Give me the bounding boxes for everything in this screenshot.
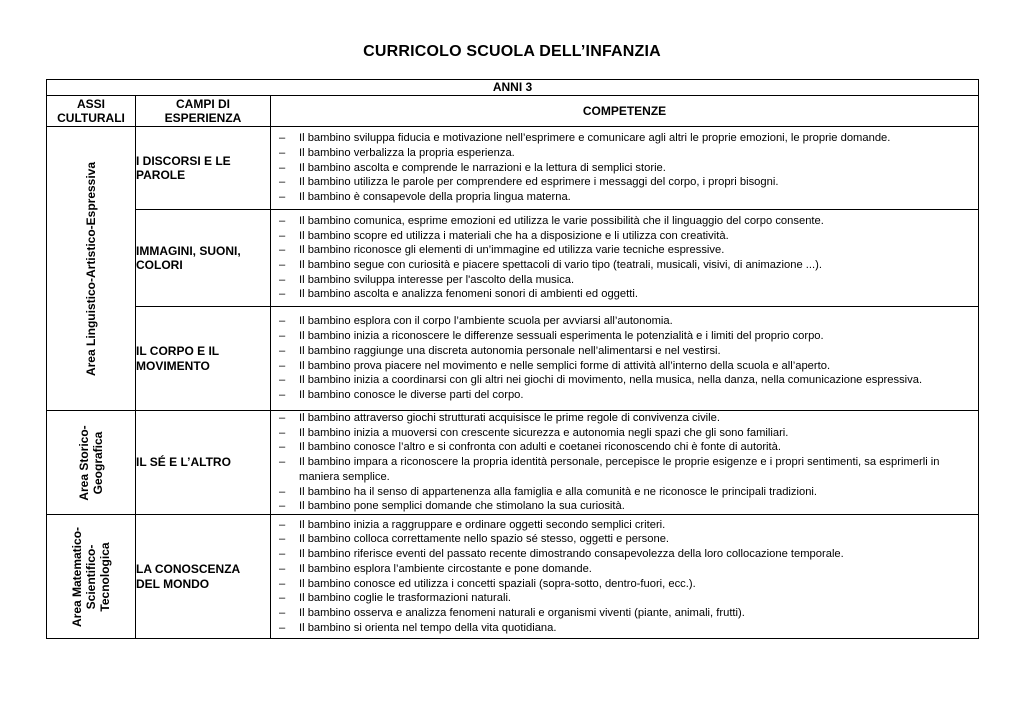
list-item: – Il bambino inizia a riconoscere le differenze sessuali esperimenta le potenzialità e i limiti del proprio corpo. — [271, 329, 978, 344]
list-item: – Il bambino sviluppa interesse per l'ascolto della musica. — [271, 273, 978, 288]
table-row — [47, 411, 979, 515]
list-item: – Il bambino osserva e analizza fenomeni naturali e organismi viventi (piante, animali, frutti). — [271, 606, 978, 621]
campo-line: I DISCORSI E LE — [136, 153, 231, 168]
list-item: – Il bambino raggiunge una discreta autonomia personale nell’alimentarsi e nel vestirsi. — [271, 344, 978, 359]
list-item: – Il bambino riferisce eventi del passato recente dimostrando consapevolezza della loro collocazione temporale. — [271, 547, 978, 562]
campo-line: DEL MONDO — [136, 576, 210, 591]
area-label-line: Scientifico- — [84, 544, 98, 609]
campo-cell — [136, 411, 271, 515]
competenze-cell — [271, 210, 979, 307]
list-item: – Il bambino riconosce gli elementi di un’immagine ed utilizza varie tecniche espressive. — [271, 243, 978, 258]
list-item: – Il bambino verbalizza la propria esperienza. — [271, 146, 978, 161]
area-cell-linguistico — [47, 127, 136, 411]
list-item: – Il bambino scopre ed utilizza i materiali che ha a disposizione e li utilizza con creatività. — [271, 229, 978, 244]
campo-line: LA CONOSCENZA — [136, 562, 241, 576]
competenze-cell — [271, 127, 979, 210]
campo-cell — [136, 210, 271, 307]
list-item: – Il bambino colloca correttamente nello spazio sé stesso, oggetti e persone. — [271, 532, 978, 547]
list-item: – Il bambino sviluppa fiducia e motivazione nell’esprimere e comunicare agli altri le proprie emozioni, le proprie domande. — [271, 131, 978, 146]
list-item: – Il bambino inizia a coordinarsi con gli altri nei giochi di movimento, nella musica, nella danza, nella comunicazione espressiva. — [271, 373, 978, 388]
list-item: – Il bambino pone semplici domande che stimolano la sua curiosità. — [271, 499, 978, 514]
competenze-cell — [271, 307, 979, 411]
area-cell-storico — [47, 411, 136, 515]
list-item: – Il bambino ha il senso di appartenenza alla famiglia e alla comunità e ne riconosce le principali tradizioni. — [271, 485, 978, 500]
table-row — [47, 127, 979, 210]
list-item: – Il bambino è consapevole della propria lingua materna. — [271, 190, 978, 205]
list-item: – Il bambino ascolta e analizza fenomeni sonori di ambienti ed oggetti. — [271, 287, 978, 302]
anni-header: ANNI 3 — [47, 80, 979, 96]
area-label-line: Area Matematico- — [70, 526, 84, 627]
campo-line: IMMAGINI, SUONI, — [136, 243, 241, 258]
list-item: – Il bambino impara a riconoscere la propria identità personale, percepisce le proprie esigenze e i propri sentimenti, sa esprimerli in maniera semplice. — [271, 455, 978, 484]
list-item: – Il bambino conosce l’altro e si confronta con adulti e coetanei riconoscendo chi è fonte di autorità. — [271, 440, 978, 455]
campi-header-line-1: CAMPI DI — [176, 96, 230, 111]
area-label-line: Area Storico- — [77, 424, 91, 501]
list-item: – Il bambino attraverso giochi strutturati acquisisce le prime regole di convivenza civile. — [271, 411, 978, 426]
table-row — [47, 307, 979, 411]
curriculum-table — [46, 79, 979, 639]
campo-line: COLORI — [136, 258, 183, 272]
list-item: – Il bambino utilizza le parole per comprendere ed esprimere i messaggi del corpo, i propri bisogni. — [271, 175, 978, 190]
list-item: – Il bambino segue con curiosità e piacere spettacoli di vario tipo (teatrali, musicali, visivi, di animazione ...). — [271, 258, 978, 273]
list-item: – Il bambino comunica, esprime emozioni ed utilizza le varie possibilità che il linguaggio del corpo consente. — [271, 214, 978, 229]
campi-header — [136, 96, 271, 127]
header-row — [47, 96, 979, 127]
competenze-list — [271, 411, 978, 514]
campo-line: IL SÉ E L’ALTRO — [136, 455, 231, 470]
list-item: – Il bambino conosce le diverse parti del corpo. — [271, 388, 978, 403]
area-label-line: Area Linguistico-Artistico-Espressiva — [84, 161, 98, 376]
assi-header — [47, 96, 136, 127]
area-label-line: Geografica — [91, 431, 105, 494]
page-title: CURRICOLO SCUOLA DELL’INFANZIA — [363, 43, 661, 60]
competenze-list — [271, 131, 978, 205]
list-item: – Il bambino inizia a raggruppare e ordinare oggetti secondo semplici criteri. — [271, 518, 978, 533]
area-label-line: Tecnologica — [98, 541, 112, 612]
list-item: – Il bambino ascolta e comprende le narrazioni e la lettura di semplici storie. — [271, 161, 978, 176]
assi-header-line-2: CULTURALI — [57, 111, 125, 125]
list-item: – Il bambino esplora l’ambiente circostante e pone domande. — [271, 562, 978, 577]
table-row — [47, 210, 979, 307]
assi-header-line-1: ASSI — [76, 96, 105, 111]
area-cell-matematico — [47, 515, 136, 639]
campo-cell — [136, 127, 271, 210]
list-item: – Il bambino inizia a muoversi con crescente sicurezza e autonomia negli spazi che gli sono familiari. — [271, 426, 978, 441]
competenze-cell — [271, 515, 979, 639]
campo-cell — [136, 515, 271, 639]
list-item: – Il bambino esplora con il corpo l’ambiente scuola per avviarsi all’autonomia. — [271, 314, 978, 329]
campi-header-line-2: ESPERIENZA — [164, 111, 242, 125]
anni-row — [47, 80, 979, 96]
competenze-header: COMPETENZE — [271, 96, 979, 127]
campo-cell — [136, 307, 271, 411]
competenze-list — [271, 518, 978, 636]
list-item: – Il bambino conosce ed utilizza i concetti spaziali (sopra-sotto, dentro-fuori, ecc.). — [271, 577, 978, 592]
competenze-list — [271, 214, 978, 302]
list-item: – Il bambino prova piacere nel movimento e nelle semplici forme di attività all’interno della scuola e all’aperto. — [271, 359, 978, 374]
competenze-cell — [271, 411, 979, 515]
campo-line: PAROLE — [136, 168, 186, 182]
campo-line: IL CORPO E IL — [136, 344, 220, 358]
competenze-list — [271, 314, 978, 402]
list-item: – Il bambino coglie le trasformazioni naturali. — [271, 591, 978, 606]
campo-line: MOVIMENTO — [136, 358, 210, 373]
list-item: – Il bambino si orienta nel tempo della vita quotidiana. — [271, 621, 978, 636]
table-row — [47, 515, 979, 639]
